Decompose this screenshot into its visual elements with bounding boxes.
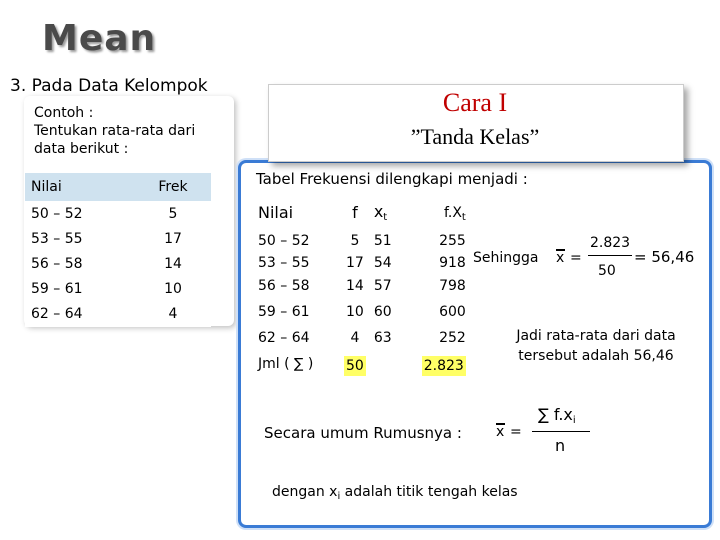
cell-f: 14 xyxy=(346,278,364,294)
cell-xt: 63 xyxy=(373,330,392,346)
frequency-table xyxy=(25,173,211,327)
header-fxt-text: f.X xyxy=(443,204,462,221)
header-xt-subscript: t xyxy=(383,211,388,223)
header-fxt-subscript: t xyxy=(461,211,466,223)
method-subtitle: ”Tanda Kelas” xyxy=(410,124,540,149)
total-f: 50 xyxy=(346,358,364,374)
cell-f: 4 xyxy=(350,330,360,346)
cell-nilai: 62 – 64 xyxy=(25,302,131,327)
footer-note-end: adalah titik tengah kelas xyxy=(340,484,518,500)
cell-nilai: 56 – 58 xyxy=(25,252,131,277)
cell-fxt: 255 xyxy=(439,233,466,249)
cell-frek: 14 xyxy=(131,252,211,277)
cell-fxt: 252 xyxy=(439,330,466,346)
cell-xt: 57 xyxy=(373,278,392,294)
table-header-row xyxy=(25,173,211,202)
table-row xyxy=(25,252,211,277)
header-xt xyxy=(370,196,406,228)
table-row xyxy=(254,330,474,356)
footer-note-subscript: i xyxy=(337,491,341,502)
table-row-group xyxy=(254,228,474,278)
table-row xyxy=(254,278,474,304)
total-label: Jml ( ∑ ) xyxy=(258,356,314,372)
table-header-row xyxy=(254,196,474,228)
mean-result: = 56,46 xyxy=(634,248,695,266)
conclusion-line2: tersebut adalah 56,46 xyxy=(518,348,674,364)
equals-sign: = xyxy=(570,250,582,266)
cell-nilai: 50 – 52 xyxy=(258,233,310,249)
table-row xyxy=(25,202,211,227)
footer-note-start: dengan x xyxy=(272,484,338,500)
cell-frek: 4 xyxy=(131,302,211,327)
cell-nilai-group xyxy=(254,228,340,278)
table-total-row xyxy=(254,356,474,384)
fraction-line xyxy=(532,431,590,432)
cell-fxt-group xyxy=(406,228,474,278)
cell-f: 10 xyxy=(346,304,364,320)
cell-fxt: 600 xyxy=(439,304,466,320)
table-row xyxy=(25,277,211,302)
header-nilai: Nilai xyxy=(258,202,294,222)
cell-f: 17 xyxy=(346,255,364,271)
conclusion-text xyxy=(496,326,696,366)
cell-nilai: 62 – 64 xyxy=(258,330,310,346)
total-fxt: 2.823 xyxy=(423,358,464,374)
cell-fxt: 918 xyxy=(439,255,466,271)
header-nilai: Nilai xyxy=(25,173,131,202)
header-fxt xyxy=(406,196,474,228)
cell-nilai: 53 – 55 xyxy=(25,227,131,252)
cell-frek: 5 xyxy=(131,202,211,227)
total-xt-cell xyxy=(370,356,406,384)
cell-nilai: 50 – 52 xyxy=(25,202,131,227)
example-instruction-line1: Tentukan rata-rata dari xyxy=(34,123,196,139)
cell-frek: 10 xyxy=(131,277,211,302)
formula-numerator-subscript: i xyxy=(572,415,576,426)
table-row xyxy=(25,227,211,252)
cell-f-group xyxy=(340,228,370,278)
total-f-cell xyxy=(340,356,370,384)
fraction-numerator: 2.823 xyxy=(590,235,631,251)
cell-nilai: 59 – 61 xyxy=(258,304,310,320)
table-row xyxy=(254,304,474,330)
equals-sign: = xyxy=(510,424,522,440)
header-xt-text: x xyxy=(373,201,384,221)
cell-nilai: 56 – 58 xyxy=(258,278,310,294)
table-caption: Tabel Frekuensi dilengkapi menjadi : xyxy=(256,170,528,188)
header-frek: Frek xyxy=(131,173,211,202)
formula-denominator: n xyxy=(555,436,566,455)
formula-label: Secara umum Rumusnya : xyxy=(264,424,462,442)
example-instruction-line2: data berikut : xyxy=(34,141,129,157)
header-f: f xyxy=(352,202,358,222)
cell-fxt: 798 xyxy=(439,278,466,294)
formula-numerator xyxy=(538,405,576,426)
mean-symbol: x xyxy=(556,250,565,266)
cell-frek: 17 xyxy=(131,227,211,252)
cell-xt: 51 xyxy=(373,233,392,249)
extended-frequency-table xyxy=(254,196,474,384)
method-title: Cara I xyxy=(442,88,508,117)
example-text xyxy=(34,104,234,158)
sehingga-label: Sehingga xyxy=(473,250,539,266)
cell-f: 5 xyxy=(350,233,360,249)
total-fxt-cell xyxy=(406,356,474,384)
section-subtitle: 3. Pada Data Kelompok xyxy=(10,76,208,96)
cell-nilai: 59 – 61 xyxy=(25,277,131,302)
table-row xyxy=(25,302,211,327)
footer-note xyxy=(272,484,518,502)
cell-xt: 54 xyxy=(373,255,392,271)
conclusion-line1: Jadi rata-rata dari data xyxy=(516,328,676,344)
fraction-denominator: 50 xyxy=(598,263,616,279)
cell-nilai: 53 – 55 xyxy=(258,255,310,271)
formula-numerator-text: ∑ f.x xyxy=(538,405,573,424)
page-title: Mean xyxy=(42,18,157,59)
cell-xt: 60 xyxy=(373,304,392,320)
fraction-line xyxy=(588,255,632,256)
example-heading: Contoh : xyxy=(34,105,94,121)
cell-xt-group xyxy=(370,228,406,278)
mean-symbol: x xyxy=(496,424,505,440)
